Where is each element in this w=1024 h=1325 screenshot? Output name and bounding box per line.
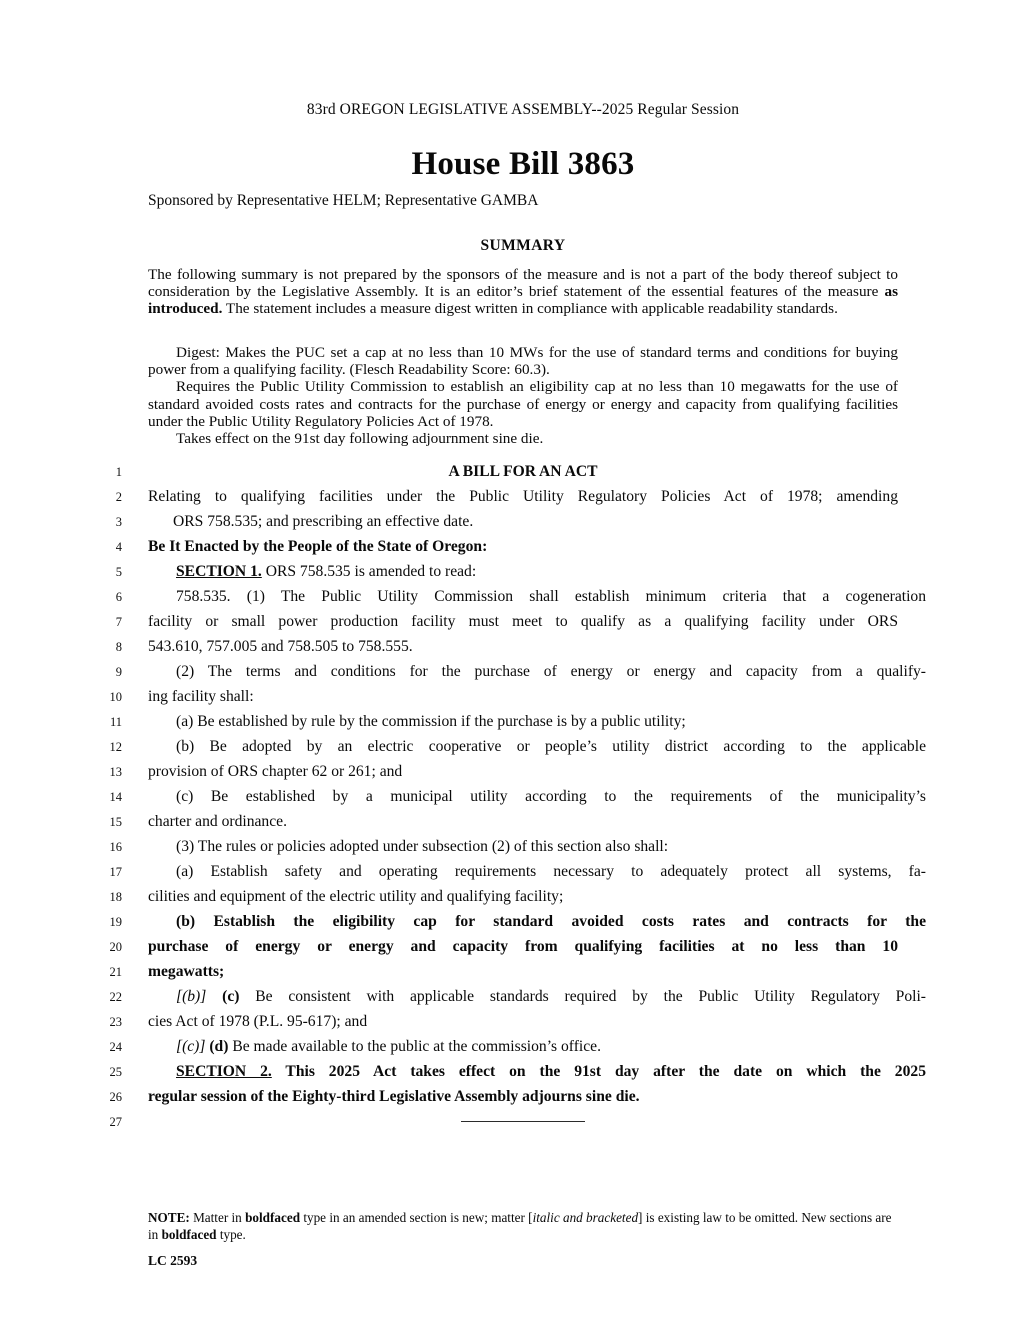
bill-line xyxy=(0,786,1024,811)
bill-line xyxy=(0,511,1024,536)
bill-line-text xyxy=(148,1061,926,1082)
bill-line-text: (b) Establish the eligibility cap for standard avoided costs rates and contracts for the xyxy=(176,913,926,930)
bill-line-text: facility or small power production facility must meet to qualify as a qualifying facility under ORS xyxy=(148,613,898,630)
bill-line-text: (c) Be established by a municipal utility according to the requirements of the municipality’s xyxy=(176,788,926,805)
bill-body xyxy=(0,461,1024,1136)
bill-line-remainder: ORS 758.535 is amended to read: xyxy=(261,563,477,580)
bill-line-text: (a) Establish safety and operating requirements necessary to adequately protect all systems, fa- xyxy=(176,863,926,880)
line-number: 25 xyxy=(109,1065,122,1079)
bill-line xyxy=(0,636,1024,661)
summary-heading: SUMMARY xyxy=(480,237,566,254)
note-text-part-2: type in an amended section is new; matter [ xyxy=(300,1210,533,1225)
bill-line xyxy=(0,936,1024,961)
digest-paragraph-3: Takes effect on the 91st day following adjournment sine die. xyxy=(176,430,544,448)
bill-line xyxy=(0,486,1024,511)
line-number: 14 xyxy=(109,790,122,804)
end-of-bill-rule xyxy=(461,1121,585,1122)
bill-line xyxy=(0,911,1024,936)
sponsor-line: Sponsored by Representative HELM; Representative GAMBA xyxy=(148,192,539,209)
note-italic: italic and bracketed xyxy=(532,1210,639,1225)
digest-block xyxy=(148,344,898,447)
bill-line-text: (2) The terms and conditions for the purchase of energy or energy and capacity from a qualify- xyxy=(176,663,926,680)
bill-line-text: (3) The rules or policies adopted under subsection (2) of this section also shall: xyxy=(176,838,669,855)
bill-line-text: ORS 758.535; and prescribing an effective date. xyxy=(173,513,474,530)
bill-line-text: (a) Be established by rule by the commission if the purchase is by a public utility; xyxy=(176,713,686,730)
bill-line-text: Be It Enacted by the People of the State of Oregon: xyxy=(148,538,488,555)
bill-line-text xyxy=(148,561,926,582)
note-text-part-3: ] is existing law to be omitted. New sections are in xyxy=(148,1210,892,1242)
line-number: 19 xyxy=(109,915,122,929)
line-number: 17 xyxy=(109,865,122,879)
bill-line xyxy=(0,1061,1024,1086)
bill-line xyxy=(0,836,1024,861)
bill-line-text xyxy=(148,1111,898,1132)
bill-line-text: purchase of energy or energy and capacity from qualifying facilities at no less than 10 xyxy=(148,938,898,955)
bill-line xyxy=(0,961,1024,986)
bill-line-text: (b) Be adopted by an electric cooperative or people’s utility district according to the applicable xyxy=(176,738,926,755)
line-number: 11 xyxy=(109,715,122,729)
digest-paragraph-2: Requires the Public Utility Commission to establish an eligibility cap at no less than 10 megawatts for the use of standard avoided costs rates and contracts for the purchase of energy or energy and capacity from qualifying facilities under the Public Utility Regulatory Policies Act of 1978. xyxy=(148,378,898,430)
line-number: 10 xyxy=(109,690,122,704)
bill-line-text: A BILL FOR AN ACT xyxy=(448,463,598,480)
bill-line xyxy=(0,886,1024,911)
bill-line xyxy=(0,861,1024,886)
line-number: 2 xyxy=(115,490,122,504)
bill-line-text: provision of ORS chapter 62 or 261; and xyxy=(148,763,403,780)
bill-line xyxy=(0,561,1024,586)
summary-text-part-2: The statement includes a measure digest written in compliance with applicable readability standards. xyxy=(222,300,838,318)
line-number: 4 xyxy=(115,540,122,554)
bill-line xyxy=(0,661,1024,686)
line-number: 1 xyxy=(115,465,122,479)
line-number: 20 xyxy=(109,940,122,954)
omitted-text-bracket: [(c)] xyxy=(176,1038,206,1055)
digest-paragraph-1: Digest: Makes the PUC set a cap at no less than 10 MWs for the use of standard terms and conditions for buying power from a qualifying facility. (Flesch Readability Score: 60.3). xyxy=(148,344,898,379)
bill-line xyxy=(0,1036,1024,1061)
line-number: 3 xyxy=(115,515,122,529)
note-bold-2: boldfaced xyxy=(161,1226,217,1242)
bill-line-remainder: This 2025 Act takes effect on the 91st day after the date on which the 2025 xyxy=(271,1063,926,1080)
summary-text-bold: as introduced. xyxy=(148,283,898,318)
bill-line-text: cies Act of 1978 (P.L. 95-617); and xyxy=(148,1013,368,1030)
bill-line-text xyxy=(148,986,926,1007)
bill-line xyxy=(0,811,1024,836)
bill-title: House Bill 3863 xyxy=(411,146,635,182)
line-number: 22 xyxy=(109,990,122,1004)
line-number: 16 xyxy=(109,840,122,854)
bill-line xyxy=(0,536,1024,561)
omitted-text-bracket: [(b)] xyxy=(176,988,207,1005)
bill-line-remainder: Be made available to the public at the commission’s office. xyxy=(228,1038,601,1055)
bill-line-text: regular session of the Eighty-third Legislative Assembly adjourns sine die. xyxy=(148,1088,640,1105)
line-number: 5 xyxy=(115,565,122,579)
bill-line-text: 543.610, 757.005 and 758.505 to 758.555. xyxy=(148,638,413,655)
note-bold-1: boldfaced xyxy=(245,1210,301,1225)
new-paragraph-label: (c) xyxy=(222,988,240,1005)
line-number: 15 xyxy=(109,815,122,829)
summary-disclaimer xyxy=(148,266,898,318)
bill-line xyxy=(0,686,1024,711)
bill-line xyxy=(0,1111,1024,1136)
bill-line xyxy=(0,986,1024,1011)
note-text-part-4: type. xyxy=(216,1226,246,1242)
bill-line-text: ing facility shall: xyxy=(148,688,254,705)
section-heading-label: SECTION 1. xyxy=(176,563,262,580)
line-number: 18 xyxy=(109,890,122,904)
footer-note xyxy=(148,1210,898,1243)
line-number: 24 xyxy=(109,1040,122,1054)
bill-line xyxy=(0,1086,1024,1111)
bill-line-text: cilities and equipment of the electric utility and qualifying facility; xyxy=(148,888,564,905)
bill-line xyxy=(0,586,1024,611)
line-number: 13 xyxy=(109,765,122,779)
bill-line-text: charter and ordinance. xyxy=(148,813,287,830)
note-label: NOTE: xyxy=(148,1210,190,1225)
bill-line xyxy=(0,711,1024,736)
bill-line-text: Relating to qualifying facilities under the Public Utility Regulatory Policies Act of 1978; amending xyxy=(148,488,898,505)
line-number: 7 xyxy=(115,615,122,629)
bill-line-text xyxy=(148,1036,926,1057)
assembly-session-line: 83rd OREGON LEGISLATIVE ASSEMBLY--2025 Regular Session xyxy=(306,101,740,118)
bill-line xyxy=(0,736,1024,761)
line-number: 9 xyxy=(115,665,122,679)
bill-line-text: 758.535. (1) The Public Utility Commission shall establish minimum criteria that a cogeneration xyxy=(176,588,926,605)
note-text-part-1: Matter in xyxy=(189,1210,246,1225)
new-paragraph-label: (d) xyxy=(209,1038,229,1055)
bill-line xyxy=(0,761,1024,786)
line-number: 26 xyxy=(109,1090,122,1104)
summary-disclaimer-paragraph xyxy=(148,266,898,318)
summary-text-part-1: The following summary is not prepared by the sponsors of the measure and is not a part of the body thereof subject to consideration by the Legislative Assembly. It is an editor’s brief statement of the essential features of the measure xyxy=(148,266,898,301)
bill-line xyxy=(0,611,1024,636)
bill-line xyxy=(0,461,1024,486)
lc-number: LC 2593 xyxy=(148,1253,198,1268)
line-number: 23 xyxy=(109,1015,122,1029)
bill-line xyxy=(0,1011,1024,1036)
line-number: 21 xyxy=(109,965,122,979)
line-number: 27 xyxy=(109,1115,122,1129)
section-heading-label: SECTION 2. xyxy=(176,1063,272,1080)
bill-line-remainder: Be consistent with applicable standards required by the Public Utility Regulatory Poli- xyxy=(239,988,926,1005)
bill-line-text: megawatts; xyxy=(148,963,225,980)
line-number: 8 xyxy=(115,640,122,654)
line-number: 6 xyxy=(115,590,122,604)
line-number: 12 xyxy=(109,740,122,754)
